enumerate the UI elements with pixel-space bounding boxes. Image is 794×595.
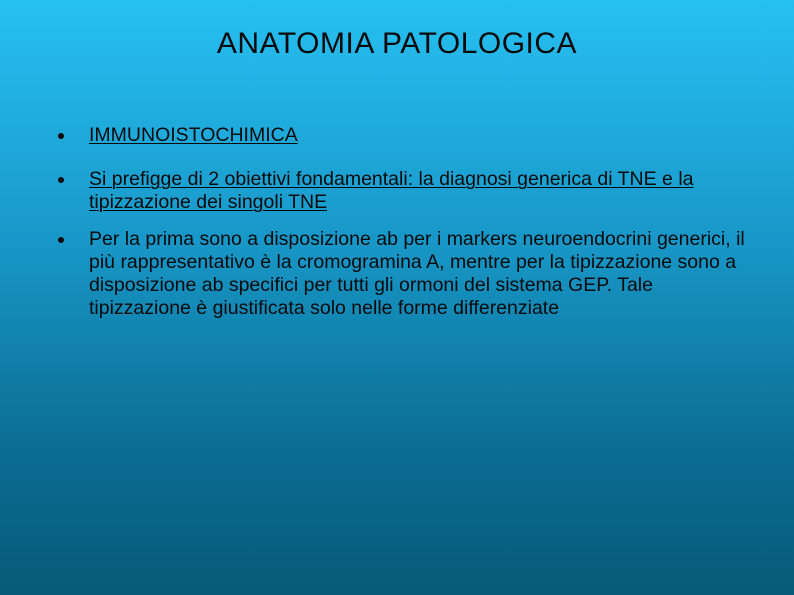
bullet-dot-icon [58,237,64,243]
bullet-item-markers [58,228,758,320]
bullet-text: Si prefigge di 2 obiettivi fondamentali: la diagnosi generica di TNE e la tipizzazione dei singoli TNE [89,168,694,213]
bullet-item-immunoistochimica [58,124,758,147]
bullet-dot-icon [58,177,64,183]
bullet-dot-icon [58,133,64,139]
bullet-list [58,124,758,320]
bullet-text: IMMUNOISTOCHIMICA [89,124,298,146]
bullet-text: Per la prima sono a disposizione ab per i markers neuroendocrini generici, il più rappresentativo è la cromogramina A, mentre per la tipizzazione sono a disposizione ab specifici per tutti gli ormoni del sistema GEP. Tale tipizzazione è giustificata solo nelle forme differenziate [89,228,745,319]
bullet-item-obiettivi [58,168,758,214]
slide-title: ANATOMIA PATOLOGICA [216,27,578,60]
